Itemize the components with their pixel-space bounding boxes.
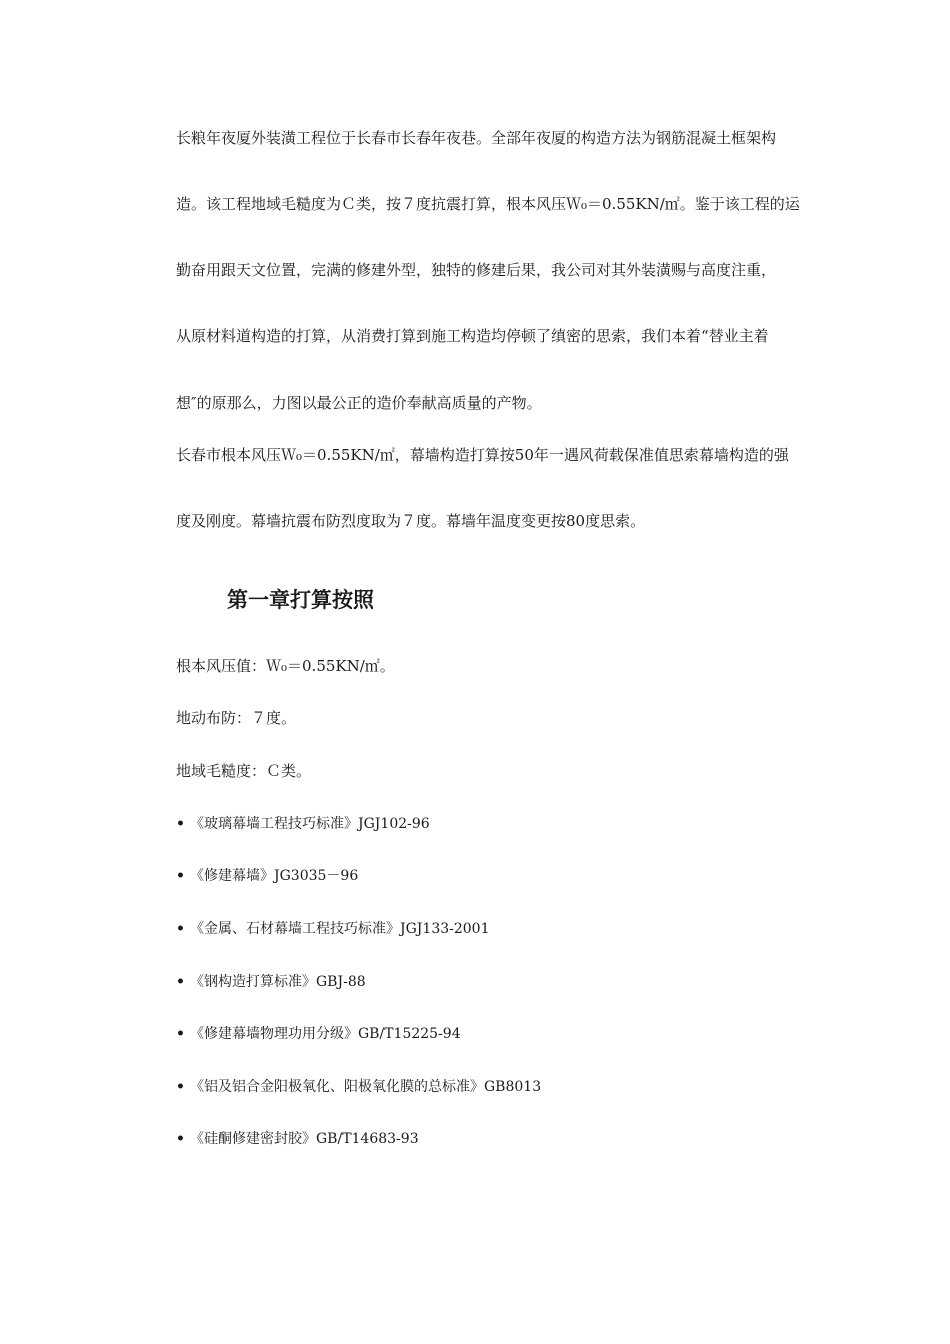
bullet-icon: • — [176, 816, 185, 832]
standard-text: 《金属、石材幕墙工程技巧标准》JGJ133-2001 — [190, 921, 490, 937]
intro-line-2: 造。该工程地域毛糙度为Ｃ类，按７度抗震打算，根本风压Ｗ₀＝0.55KN/㎡。鉴于该工程的运 — [176, 195, 800, 213]
bullet-icon: • — [176, 974, 185, 990]
param-seismic: 地动布防：７度。 — [176, 709, 297, 727]
standard-item — [176, 972, 366, 992]
standard-text: 《硅酮修建密封胶》GB/T14683-93 — [190, 1131, 419, 1147]
standard-item — [176, 1024, 461, 1044]
intro-line-1: 长粮年夜厦外装潢工程位于长春市长春年夜巷。全部年夜厦的构造方法为钢筋混凝土框架构 — [176, 129, 777, 147]
param-wind-pressure: 根本风压值：Ｗ₀＝0.55KN/㎡。 — [176, 657, 395, 675]
bullet-icon: • — [176, 1026, 185, 1042]
param-roughness: 地域毛糙度：Ｃ类。 — [176, 762, 312, 780]
bullet-icon: • — [176, 1131, 185, 1147]
intro-line-4: 从原材料道构造的打算，从消费打算到施工构造均停顿了缜密的思索，我们本着“替业主着 — [176, 327, 769, 345]
bullet-icon: • — [176, 868, 185, 884]
standard-text: 《玻璃幕墙工程技巧标准》JGJ102-96 — [190, 816, 430, 832]
bullet-icon: • — [176, 1079, 185, 1095]
standard-item — [176, 919, 490, 939]
standard-item — [176, 1129, 419, 1149]
standard-text: 《修建幕墙物理功用分级》GB/T15225-94 — [190, 1026, 461, 1042]
chapter-title: 第一章打算按照 — [227, 588, 374, 612]
bullet-icon: • — [176, 921, 185, 937]
standard-text: 《修建幕墙》JG3035－96 — [190, 868, 359, 884]
standard-text: 《钢构造打算标准》GBJ-88 — [190, 974, 366, 990]
wind-line-2: 度及刚度。幕墙抗震布防烈度取为７度。幕墙年温度变更按80度思索。 — [176, 512, 646, 530]
standard-item — [176, 814, 430, 834]
standard-item — [176, 866, 358, 886]
standard-item — [176, 1077, 541, 1097]
intro-line-3: 勤奋用跟天文位置，完满的修建外型，独特的修建后果，我公司对其外装潢赐与高度注重， — [176, 261, 777, 279]
intro-line-5: 想″的原那么，力图以最公正的造价奉献高质量的产物。 — [176, 394, 542, 412]
standard-text: 《铝及铝合金阳极氧化、阳极氧化膜的总标准》GB8013 — [190, 1079, 542, 1095]
wind-line-1: 长春市根本风压Ｗ₀＝0.55KN/㎡，幕墙构造打算按50年一遇风荷载保准值思索幕墙构造的强 — [176, 446, 789, 464]
